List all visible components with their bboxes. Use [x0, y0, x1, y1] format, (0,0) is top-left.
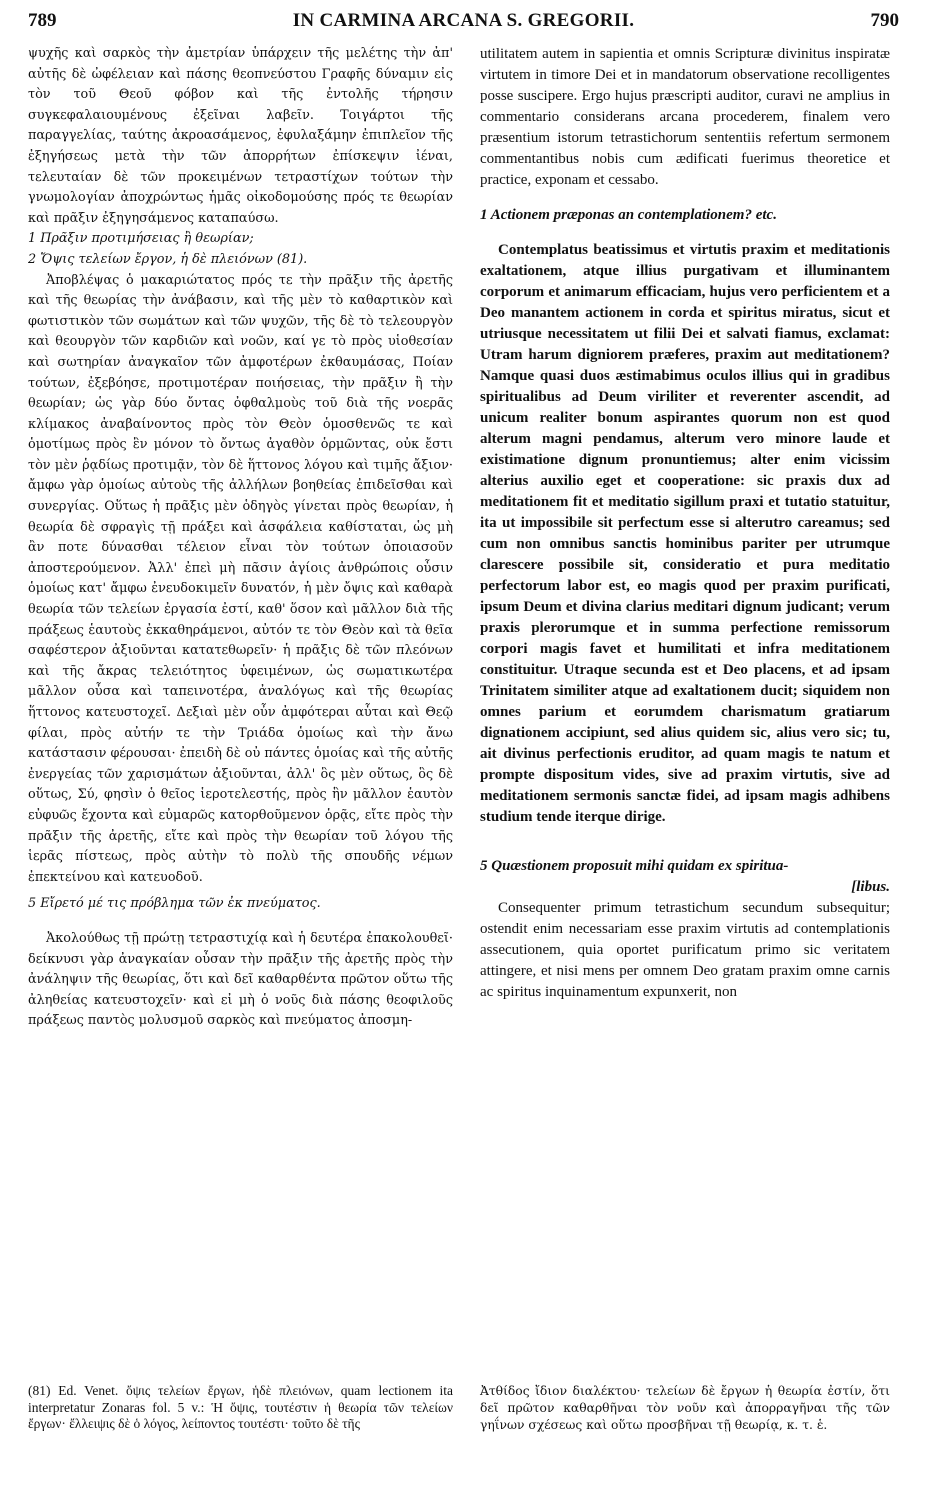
footnote-81-continuation: Ἀτθίδος ἴδιον διαλέκτου· τελείων δὲ ἔργων ἡ θεωρία ἐστίν, ὅτι δεῖ πρῶτον καθαρθῆναι τὸν νοῦν καὶ ἀπορραγῆναι τῆς τῶν γηΐνων σχέσεως καὶ οὕτω προσβῆναι τῇ θεωρίᾳ, κ. τ. ἑ. [480, 1384, 890, 1432]
latin-column [480, 44, 890, 1179]
latin-paragraph-2: Contemplatus beatissimus et virtutis praxim et meditationis exaltationem, atque illius purgativam et illuminantem corporum et animarum efficaciam, hujus vero perficientem et a Deo manantem actionem in corda et spiritus miratus, sicut et utriusque necessitatem ut filii Dei et salvati fiamus, exclamat: Utram harum digniorem præferes, praxim aut meditationem? Namque quasi duos æstimabimus oculos illius qui in gradibus spiritualibus ad Deum viriliter et reverenter ascendit, ad unicum realiter bonum aspirantes quorum non est quod alterum magni pendamus, alterum vero minore laude et existimatione dignum pronuntiemus; alter enim vicissim alterius auxilio eget et cooperatione: sic praxis dux ad meditationem fit et meditatio sigillum praxi et tutatio statuitur, ita ut impossibile sit perfectum esse si alterutro careamus; sed cum non omnibus sanctis hominibus pariter per utrumque clarescere possibile sit, consideratio et pura meditatio perfectorum labor est, eo magis quod per praxim purificati, ipsum Deum et divina clarius meditari dignum judicant; verum praxis plerorumque et in summa perfectione remissorum corpori magis favet et humilitati et infra meditationem constituitur. Utraque secunda est et Deo placens, et ad ipsam Trinitatem similiter atque ad exaltationem ducit; siquidem non omnes parium et eorumdem charismatum gratiarum dignationem accipiunt, sed alius quidem sic, alius vero sic; tu, ait divinus perfectionis eruditor, ad quam magis te natum et prompte dispositum vides, sive ad praxim virtutis, sive ad meditationem sermonis sanctæ fidei, ad ipsam magis adhibens studium tende iterque dirige. [480, 242, 890, 825]
page-number-left: 789 [28, 10, 57, 31]
greek-verse-5: 5 Εἴρετό μέ τις πρόβλημα τῶν ἐκ πνεύματος. [28, 896, 321, 912]
greek-column [28, 44, 453, 1179]
latin-heading-5: 5 Quæstionem proposuit mihi quidam ex spiritua- [480, 858, 789, 874]
latin-paragraph-3: Consequenter primum tetrastichum secundum subsequitur; ostendit enim necessariam esse praxim virtutis ad contemplationis assecutionem, quia oportet purificatum primo sic veritatem attingere, et nisi mens per omnem Deo gratam praxim omne carnis ac spiritus inquinamentum expunxerit, non [480, 900, 890, 1000]
greek-paragraph-1: ψυχῆς καὶ σαρκὸς τὴν ἀμετρίαν ὑπάρχειν τῆς μελέτης τὴν ἀπ' αὐτῆς δὲ ὠφέλειαν καὶ πάσης θεοπνεύστου Γραφῆς δύναμιν εἰς τὸν τοῦ Θεοῦ φόβον καὶ τῆς ἐντολῆς τήρησιν συγκεφαλαιουμένους ἐξεῖναι λαβεῖν. Τοιγάρτοι τῆς παραγγελίας, ταύτης ἀκροασάμενος, ἐφυλαξάμην ἐπιπλεῖον τῆς ἐξηγήσεως μετὰ τὴν τῶν ἀπορρήτων ἐπίσκεψιν ἰέναι, τελευταίαν δὲ τῶν προκειμένων τετραστίχων τούτων τὴν γνωμολογίαν ἀποχρώντως ἡμᾶς οἰκοδομούσης πρός τε θεωρίαν καὶ πρᾶξιν ἐξηγησάμενος καταπαύσω. [28, 46, 453, 226]
latin-heading-5-continuation: [libus. [851, 879, 890, 895]
latin-paragraph-1: utilitatem autem in sapientia et omnis Scripturæ divinitus inspiratæ virtutem in timore Dei et in mandatorum observatione recolligentes posse suscipere. Ergo hujus præscripti auditor, curavi ne amplius in commentario considerans arcana procederem, finalem vero præsentium istorum tetrastichorum sententiis refertum sermonem commentantibus nobis cum ædificati fuerimus theoretice et practice, exponam et cessabo. [480, 46, 890, 188]
greek-verse-1: 1 Πρᾶξιν προτιμήσειας ἢ θεωρίαν; [28, 231, 254, 247]
footnote-81: (81) Ed. Venet. ὄψις τελείων ἔργων, ἡδὲ πλειόνων, quam lectionem ita interpretatur Zonaras fol. 5 v.: Ἡ ὄψις, τουτέστιν ἡ θεωρία τῶν τελείων ἔργων· ἔλλειψις δὲ ὁ λόγος, λείποντος τουτέστι· τοῦτο δὲ τῆς [28, 1383, 453, 1431]
greek-paragraph-2: Ἀποβλέψας ὁ μακαριώτατος πρός τε τὴν πρᾶξιν τῆς ἀρετῆς καὶ τῆς θεωρίας τὴν ἀνάβασιν, καὶ τῆς μὲν τὸ καθαρτικὸν καὶ φωτιστικὸν τῶν σωμάτων καὶ τῶν ψυχῶν, τῆς δὲ τὸ τελεουργὸν καὶ θεουργὸν τῶν καρδιῶν καὶ νοῶν, καί γε τὸ πρὸς υἱοθεσίαν καὶ σωτηρίαν ἀναγκαῖον τῶν ἀμφοτέρων ἐκθαυμάσας, Ποίαν τούτων, ἐξεβόησε, προτιμοτέραν ποιήσειας, τὴν πρᾶξιν ἢ τὴν θεωρίαν; ὡς γὰρ δύο ὄντας ὀφθαλμοὺς τοῦ διὰ τῆς νοερᾶς κλίμακος ἀναβαίνοντος πρὸς τὸν Θεὸν ὁμοσθενῶς τε καὶ ὁμοτίμως πρὸς ἓν μόνον τὸ ὄντως ἀγαθὸν ὁρμῶντας, οὐκ ἔστι τὸν μὲν ῥᾳδίως προτιμᾷν, τὸν δὲ ἥττονος λόγου καὶ τιμῆς ἄξιον· ἄμφω γὰρ ὁμοίως αὐτοὺς τῆς ἀλλήλων βοηθείας ἐπιδεῖσθαι καὶ συνεργίας. Οὕτως ἡ πρᾶξις μὲν ὁδηγὸς γίνεται πρὸς θεωρίαν, ἡ θεωρία δὲ σφραγὶς τῇ πράξει καὶ ἀσφάλεια καθίσταται, ὡς μὴ ἂν ποτε δύνασθαι τέλειον εἶναι τὸν τούτων ὁποιασοῦν ἀποστερούμενον. Ἀλλ' ἐπεὶ μὴ πᾶσιν ἁγίοις ἀνθρώποις οὖσιν ὁμοίως κατ' ἄμφω ἐνευδοκιμεῖν δυνατόν, ἡ μὲν ὄψις καὶ καθαρὰ θεωρία τῶν τελείων ἐργασία ἐστί, καθ' ὅσον καὶ μᾶλλον διὰ τῆς πράξεως ἑαυτοὺς ἐκκαθηράμενοι, αὐτόν τε τὸν Θεὸν καὶ τὰ θεῖα σαφέστερον ἀξιοῦνται κατατεθωρεῖν· ἡ πρᾶξις δὲ τῶν πλεόνων καὶ τῆς ἄκρας τελειότητος ὑφειμένων, ὡς σωματικωτέρα μᾶλλον οὖσα καὶ ταπεινοτέρα, ἀναλόγως καὶ τῆς θεωρίας ἥττονος κατευστοχεῖ. Δεξιαὶ μὲν οὖν ἀμφότεραι αὗται καὶ Θεῷ φίλαι, πρὸς αὐτήν τε τὴν Τριάδα ὁμοίως καὶ τὴν ἄνω κατάστασιν φέρουσαι· ἐπειδὴ δὲ οὐ πάντες ὁμοίας καὶ τῆς αὐτῆς ἐνεργείας τῶν χαρισμάτων ἀξιοῦνται, ἀλλ' ὃς μὲν οὕτως, ὃς δὲ οὕτως, Σύ, φησὶν ὁ θεῖος ἱεροτελεστής, πρὸς ἣν μᾶλλον ἑαυτὸν εὐφυῶς ἔχοντα καὶ εὐμαρῶς κατορθοῦμενον ὁρᾷς, εἴτε πρὸς τὴν πρᾶξιν τῆς ἀρετῆς, εἴτε καὶ πρὸς τὴν θεωρίαν τοῦ λόγου τῆς ἱερᾶς πίστεως, πρὸς αὐτὴν τὸ πολὺ τῆς σπουδῆς νέμων ἐπεκτείνου καὶ κατευοδοῦ. [28, 272, 453, 885]
running-header [28, 10, 899, 40]
page-number-right: 790 [870, 10, 899, 31]
running-title: IN CARMINA ARCANA S. GREGORII. [292, 10, 635, 31]
greek-verse-2: 2 Ὄψις τελείων ἔργον, ἡ δὲ πλειόνων (81). [28, 251, 308, 267]
greek-paragraph-3: Ἀκολούθως τῇ πρώτῃ τετραστιχίᾳ καὶ ἡ δευτέρα ἐπακολουθεῖ· δείκνυσι γὰρ ἀναγκαίαν οὖσαν τὴν πρᾶξιν τῆς ἀρετῆς πρὸς τὴν ἀνάληψιν τῆς θεωρίας, ὅτι καὶ δεῖ καθαρθέντα πρῶτον οὕτω τῆς ἀληθείας κατευστοχεῖν· καὶ εἰ μὴ ὁ νοῦς διὰ πάσης θεοφιλοῦς πράξεως παντὸς μολυσμοῦ σαρκὸς καὶ πνεύματος ἀποσμη- [28, 930, 453, 1029]
latin-heading-1: 1 Actionem præponas an contemplationem? etc. [480, 207, 777, 223]
